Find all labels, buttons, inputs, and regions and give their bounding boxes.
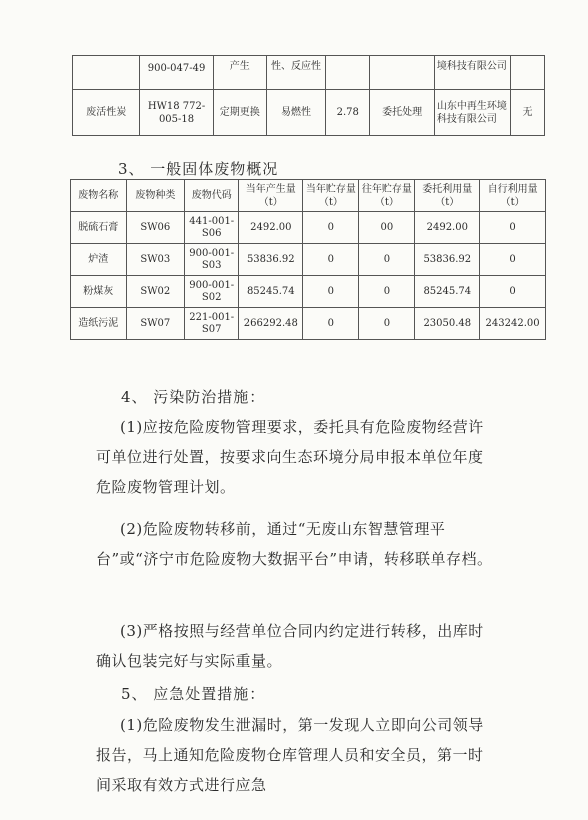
table-header-cell: 废物种类 bbox=[126, 180, 185, 212]
table-cell: 0 bbox=[359, 276, 415, 308]
table-cell: 53836.92 bbox=[239, 244, 303, 276]
table-cell: 2492.00 bbox=[239, 212, 303, 244]
paragraph: (2)危险废物转移前，通过“无废山东智慧管理平台”或“济宁市危险废物大数据平台”申请，转移联单存档。 bbox=[96, 520, 493, 568]
table-row bbox=[73, 90, 545, 136]
table-cell: 境科技有限公司 bbox=[434, 56, 510, 90]
table-cell: 2.78 bbox=[326, 90, 370, 136]
table-cell: SW02 bbox=[126, 276, 185, 308]
table-header-row bbox=[71, 180, 546, 212]
table-cell: 441-001-S06 bbox=[185, 212, 239, 244]
table-cell: 0 bbox=[480, 276, 546, 308]
table-cell: SW07 bbox=[126, 308, 185, 340]
table-cell: 委托处理 bbox=[370, 90, 435, 136]
section-5-heading: 5、 应急处置措施： bbox=[121, 685, 266, 703]
table-row bbox=[71, 276, 546, 308]
table-cell: 0 bbox=[303, 212, 359, 244]
table-cell: 废活性炭 bbox=[73, 90, 140, 136]
table-cell bbox=[370, 56, 435, 90]
table-cell: 900-047-49 bbox=[140, 56, 213, 90]
table-header-cell: 自行利用量（t） bbox=[480, 180, 546, 212]
table-cell: 0 bbox=[303, 244, 359, 276]
table-cell: 脱硫石膏 bbox=[71, 212, 127, 244]
table-cell: 0 bbox=[303, 276, 359, 308]
table-cell: 0 bbox=[480, 212, 546, 244]
table-header-cell: 当年贮存量（t） bbox=[303, 180, 359, 212]
table-cell: 900-001-S03 bbox=[185, 244, 239, 276]
table-cell: 00 bbox=[359, 212, 415, 244]
table-cell: 0 bbox=[303, 308, 359, 340]
table-cell: 900-001-S02 bbox=[185, 276, 239, 308]
table-cell: 0 bbox=[359, 308, 415, 340]
table-row bbox=[73, 56, 545, 90]
hazardous-waste-table-continued bbox=[72, 55, 545, 136]
table-cell bbox=[73, 56, 140, 90]
section-4-heading: 4、 污染防治措施： bbox=[121, 388, 266, 406]
table-cell bbox=[510, 56, 544, 90]
table-cell: 造纸污泥 bbox=[71, 308, 127, 340]
table-cell: SW03 bbox=[126, 244, 185, 276]
table-row bbox=[71, 212, 546, 244]
table-header-cell: 当年产生量（t） bbox=[239, 180, 303, 212]
table-cell: 53836.92 bbox=[415, 244, 480, 276]
table-cell: 243242.00 bbox=[480, 308, 546, 340]
table-header-cell: 委托利用量（t） bbox=[415, 180, 480, 212]
table-cell: 定期更换 bbox=[213, 90, 266, 136]
paragraph: (1)危险废物发生泄漏时，第一发现人立即向公司领导报告，马上通知危险废物仓库管理人员和安全员，第一时间采取有效方式进行应急 bbox=[96, 716, 484, 794]
section-3-heading: 3、 一般固体废物概况 bbox=[118, 160, 279, 178]
paragraph: (3)严格按照与经营单位合同内约定进行转移，出库时确认包装完好与实际重量。 bbox=[96, 622, 484, 670]
table-cell: 产生 bbox=[213, 56, 266, 90]
table-cell: SW06 bbox=[126, 212, 185, 244]
table-cell: 221-001-S07 bbox=[185, 308, 239, 340]
table-cell: 粉煤灰 bbox=[71, 276, 127, 308]
table-cell bbox=[326, 56, 370, 90]
table-row bbox=[71, 244, 546, 276]
table-header-cell: 废物代码 bbox=[185, 180, 239, 212]
general-solid-waste-table bbox=[70, 179, 546, 340]
paragraph: (1)应按危险废物管理要求，委托具有危险废物经营许可单位进行处置，按要求向生态环境分局申报本单位年度危险废物管理计划。 bbox=[96, 418, 484, 496]
table-cell: 85245.74 bbox=[415, 276, 480, 308]
table-header-cell: 废物名称 bbox=[71, 180, 127, 212]
table-cell: HW18 772-005-18 bbox=[140, 90, 213, 136]
table-header-cell: 往年贮存量（t） bbox=[359, 180, 415, 212]
table-cell: 0 bbox=[359, 244, 415, 276]
table-cell: 2492.00 bbox=[415, 212, 480, 244]
table-cell: 23050.48 bbox=[415, 308, 480, 340]
table-cell: 85245.74 bbox=[239, 276, 303, 308]
table-row bbox=[71, 308, 546, 340]
table-cell: 266292.48 bbox=[239, 308, 303, 340]
table-cell: 无 bbox=[510, 90, 544, 136]
table-cell: 0 bbox=[480, 244, 546, 276]
table-cell: 易燃性 bbox=[266, 90, 325, 136]
table-cell: 山东中再生环境科技有限公司 bbox=[434, 90, 510, 136]
table-cell: 性、反应性 bbox=[266, 56, 325, 90]
table-cell: 炉渣 bbox=[71, 244, 127, 276]
